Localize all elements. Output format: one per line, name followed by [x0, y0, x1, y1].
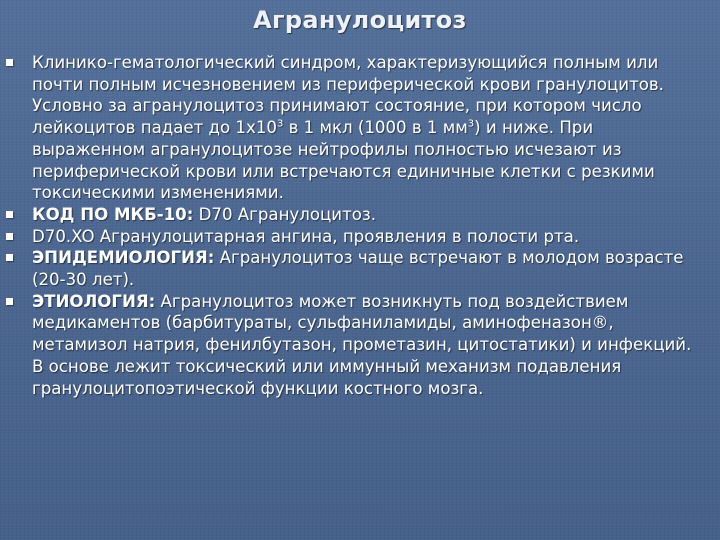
square-bullet-icon — [6, 298, 13, 305]
square-bullet-icon — [6, 233, 13, 240]
icd-code-label: КОД ПО МКБ-10 — [32, 204, 187, 224]
etiology-text: Агранулоцитоз может возникнуть под воздействием медикаментов (барбитураты, сульфаниламиды, аминофеназон®, метамизол натрия, фенилбутазон, прометазин, цитостатики) и инфекций. В основе лежит токсический или иммунный механизм подавления гранулоцитопоэтической функции костного мозга. — [32, 291, 692, 398]
bullet-etiology — [6, 291, 706, 400]
definition-text-3: ) и ниже. При выраженном агранулоцитозе нейтрофилы полностью исчезают из периферической крови или встречаются единичные клетки с резкими токсическими изменениями. — [32, 118, 655, 203]
exponent: 3 — [276, 118, 284, 130]
square-bullet-icon — [6, 59, 13, 66]
square-bullet-icon — [6, 211, 13, 218]
definition-text-2: в 1 мкл (1000 в 1 мм — [283, 118, 468, 138]
bullet-icd-subcode — [6, 226, 706, 248]
label-colon: : — [148, 291, 156, 311]
icd-subcode-text: D70.XO Агранулоцитарная ангина, проявления в полости рта. — [32, 226, 580, 246]
epidemiology-label: ЭПИДЕМИОЛОГИЯ — [32, 248, 208, 268]
bullet-epidemiology — [6, 247, 706, 290]
etiology-label: ЭТИОЛОГИЯ — [32, 291, 149, 311]
slide-title: Агранулоцитоз — [253, 6, 467, 34]
epidemiology-text: Агранулоцитоз чаще встречают в молодом возрасте (20-30 лет). — [32, 248, 684, 290]
icd-code-text: D70 Агранулоцитоз. — [198, 204, 376, 224]
bullet-icd-code — [6, 204, 706, 226]
bullet-definition — [6, 52, 706, 204]
label-colon: : — [207, 248, 215, 268]
square-bullet-icon — [6, 254, 13, 261]
label-colon: : — [186, 204, 194, 224]
exponent: 3 — [467, 118, 475, 130]
bullet-list — [6, 52, 706, 399]
definition-text-1: Клинико-гематологический синдром, характеризующийся полным или почти полным исчезновением из периферической крови гранулоцитов. Условно за агранулоцитоз принимают состояние, при котором число лейкоцитов падает до 1х10 — [32, 53, 664, 138]
